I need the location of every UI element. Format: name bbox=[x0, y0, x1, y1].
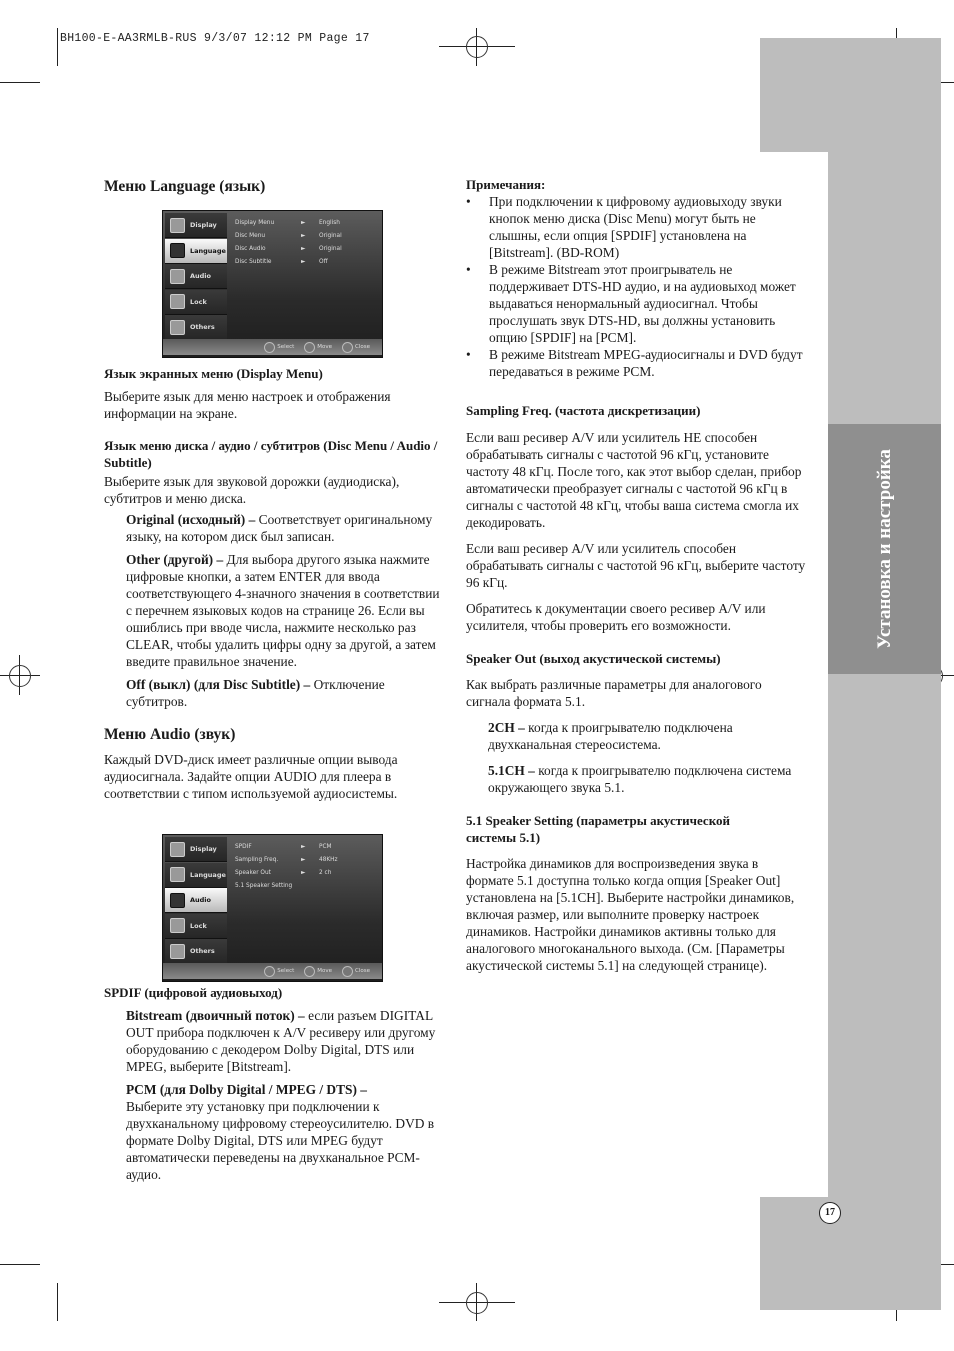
select-hint: Select bbox=[264, 966, 294, 977]
option-off: Off (выкл) (для Disc Subtitle) – Отключение субтитров. bbox=[126, 677, 385, 709]
select-button-icon bbox=[264, 966, 275, 977]
lock-icon bbox=[170, 294, 185, 309]
menu-option-row: Disc Menu ► Original bbox=[235, 233, 342, 240]
left-column-spdif bbox=[104, 984, 444, 1189]
subheading-speaker-setting: 5.1 Speaker Setting (параметры акустической системы 5.1) bbox=[466, 813, 731, 845]
others-icon bbox=[170, 320, 185, 335]
close-hint: Close bbox=[342, 966, 370, 977]
subheading-sampling: Sampling Freq. (частота дискретизации) bbox=[466, 403, 701, 418]
gray-bar-side bbox=[828, 152, 941, 1197]
move-hint: Move bbox=[304, 966, 332, 977]
menu-item-language: Language bbox=[165, 239, 227, 264]
left-column bbox=[104, 178, 444, 205]
menu-option-row: Disc Audio ► Original bbox=[235, 245, 342, 252]
display-icon bbox=[170, 218, 185, 233]
paragraph: Если ваш ресивер A/V или усилитель НЕ способен обрабатывать сигналы с частотой 96 кГц, установите частоту 48 кГц. После того, как этот выбор сделан, прибор автоматически преобразует сигналы с частотой 96 кГц в сигналы с частотой 48 кГц, чтобы ваша система смогла их декодировать. bbox=[466, 430, 802, 530]
menu-option-row: Display Menu ► English bbox=[235, 220, 340, 227]
menu-item-display: Display bbox=[165, 837, 227, 862]
registration-mark bbox=[466, 36, 488, 58]
move-hint: Move bbox=[304, 342, 332, 353]
menu-sidebar bbox=[165, 213, 227, 341]
language-icon bbox=[170, 243, 185, 258]
option-2ch: 2CH – когда к проигрывателю подключена двухканальная стереосистема. bbox=[488, 720, 733, 752]
subheading-spdif: SPDIF (цифровой аудиовыход) bbox=[104, 985, 283, 1000]
language-icon bbox=[170, 867, 185, 882]
audio-menu-screenshot bbox=[162, 834, 383, 982]
crop-mark bbox=[0, 82, 40, 83]
crop-mark bbox=[57, 28, 58, 66]
menu-option-row: Speaker Out ► 2 ch bbox=[235, 869, 332, 876]
menu-option-row: Disc Subtitle ► Off bbox=[235, 258, 328, 265]
option-bitstream: Bitstream (двоичный поток) – если разъем DIGITAL OUT прибора подключен к A/V ресиверу или другому оборудованию с декодером Dolby Digital, DTS или MPEG, выберите [Bitstream]. bbox=[126, 1008, 436, 1074]
gray-bar-bottom bbox=[760, 1197, 941, 1310]
select-button-icon bbox=[264, 342, 275, 353]
menu-footer bbox=[163, 339, 382, 355]
menu-item-lock: Lock bbox=[165, 290, 227, 315]
section-heading-audio: Меню Audio (звук) bbox=[104, 726, 236, 743]
right-column bbox=[466, 176, 808, 980]
subheading-speaker-out: Speaker Out (выход акустической системы) bbox=[466, 651, 721, 666]
display-icon bbox=[170, 842, 185, 857]
paragraph: Выберите язык для меню настроек и отображения информации на экране. bbox=[104, 389, 391, 421]
menu-option-row: 5.1 Speaker Setting bbox=[235, 882, 293, 889]
select-hint: Select bbox=[264, 342, 294, 353]
option-other: Other (другой) – Для выбора другого языка нажмите цифровые кнопки, а затем ENTER для ввода соответствующего 4-значного значения в соответствии с перечнем языковых кодов на странице 26. Если вы ошиблись при вводе числа, нажмите несколько раз CLEAR, чтобы удалить цифры одну за другой, а затем введите правильное значение. bbox=[126, 552, 440, 669]
close-button-icon bbox=[342, 342, 353, 353]
page-number: 17 bbox=[819, 1202, 841, 1224]
crop-mark bbox=[0, 1264, 40, 1265]
language-menu-screenshot bbox=[162, 210, 383, 358]
registration-mark bbox=[466, 1292, 488, 1314]
crop-mark bbox=[57, 1283, 58, 1321]
left-column-body bbox=[104, 365, 444, 808]
note-item: • В режиме Bitstream этот проигрыватель не поддерживает DTS-HD аудио, и на аудиовыход может выдаваться ненормальный аудиосигнал. Чтобы прослушать звук DTS-HD, вы должны установить опцию [SPDIF] на [PCM]. bbox=[466, 261, 808, 346]
option-51ch: 5.1CH – когда к проигрывателю подключена система окружающего звука 5.1. bbox=[488, 763, 792, 795]
subheading-disc-menu: Язык меню диска / аудио / субтитров (Disc Menu / Audio / Subtitle) bbox=[104, 438, 438, 470]
menu-item-others: Others bbox=[165, 939, 227, 964]
menu-option-row: SPDIF ► PCM bbox=[235, 844, 332, 851]
section-tab bbox=[828, 424, 941, 674]
menu-option-row: Sampling Freq. ► 48KHz bbox=[235, 857, 338, 864]
subheading-display-menu: Язык экранных меню (Display Menu) bbox=[104, 366, 323, 381]
section-tab-label: Установка и настройка bbox=[873, 449, 895, 649]
close-button-icon bbox=[342, 966, 353, 977]
paragraph: Обратитесь к документации своего ресивер A/V или усилителя, чтобы проверить его возможности. bbox=[466, 601, 766, 633]
option-pcm: PCM (для Dolby Digital / MPEG / DTS) – Выберите эту установку при подключении к двухканальному цифровому стереоусилителю. DVD в формате Dolby Digital, DTS или MPEG будут автоматически переведены на двухканальное PCM-аудио. bbox=[126, 1082, 435, 1182]
others-icon bbox=[170, 944, 185, 959]
registration-mark bbox=[9, 665, 31, 687]
paragraph: Выберите язык для звуковой дорожки (аудиодиска), субтитров и меню диска. bbox=[104, 474, 400, 506]
audio-icon bbox=[170, 893, 185, 908]
paragraph: Настройка динамиков для воспроизведения звука в формате 5.1 доступна только когда опция [Speaker Out] установлена на [5.1CH]. Выберите настройки динамиков, включая размер, или выполните проверку настроек динамиков. Настройки динамиков активны только для аналогового многоканального выхода. (См. [Параметры акустической системы 5.1] на следующей странице). bbox=[466, 856, 795, 973]
move-button-icon bbox=[304, 342, 315, 353]
menu-footer bbox=[163, 963, 382, 979]
menu-options bbox=[235, 841, 338, 892]
paragraph: Если ваш ресивер A/V или усилитель способен обрабатывать сигналы с частотой 96 кГц, выберите частоту 96 кГц. bbox=[466, 541, 806, 590]
menu-sidebar bbox=[165, 837, 227, 965]
print-header: BH100-E-AA3RMLB-RUS 9/3/07 12:12 PM Page 17 bbox=[60, 32, 370, 45]
menu-item-others: Others bbox=[165, 315, 227, 340]
menu-item-audio: Audio bbox=[165, 264, 227, 289]
close-hint: Close bbox=[342, 342, 370, 353]
paragraph: Как выбрать различные параметры для аналогового сигнала формата 5.1. bbox=[466, 677, 762, 709]
note-item: • При подключении к цифровому аудиовыходу звуки кнопок меню диска (Disc Menu) могут быть не слышны, если опция [SPDIF] установлена на [Bitstream]. (BD-ROM) bbox=[466, 193, 808, 261]
move-button-icon bbox=[304, 966, 315, 977]
notes-title: Примечания: bbox=[466, 177, 546, 192]
menu-item-display: Display bbox=[165, 213, 227, 238]
section-heading-language: Меню Language (язык) bbox=[104, 178, 266, 195]
option-original: Original (исходный) – Соответствует оригинальному языку, на котором диск был записан. bbox=[126, 512, 433, 544]
menu-item-language: Language bbox=[165, 863, 227, 888]
lock-icon bbox=[170, 918, 185, 933]
menu-options bbox=[235, 217, 342, 268]
menu-item-lock: Lock bbox=[165, 914, 227, 939]
menu-item-audio: Audio bbox=[165, 888, 227, 913]
paragraph: Каждый DVD-диск имеет различные опции вывода аудиосигнала. Задайте опции AUDIO для плеера в соответствии с типом используемой аудиосистемы. bbox=[104, 752, 398, 801]
notes-list bbox=[466, 193, 808, 380]
gray-bar-top bbox=[760, 38, 941, 152]
audio-icon bbox=[170, 269, 185, 284]
note-item: • В режиме Bitstream MPEG-аудиосигналы и DVD будут передаваться в режиме PCM. bbox=[466, 346, 808, 380]
